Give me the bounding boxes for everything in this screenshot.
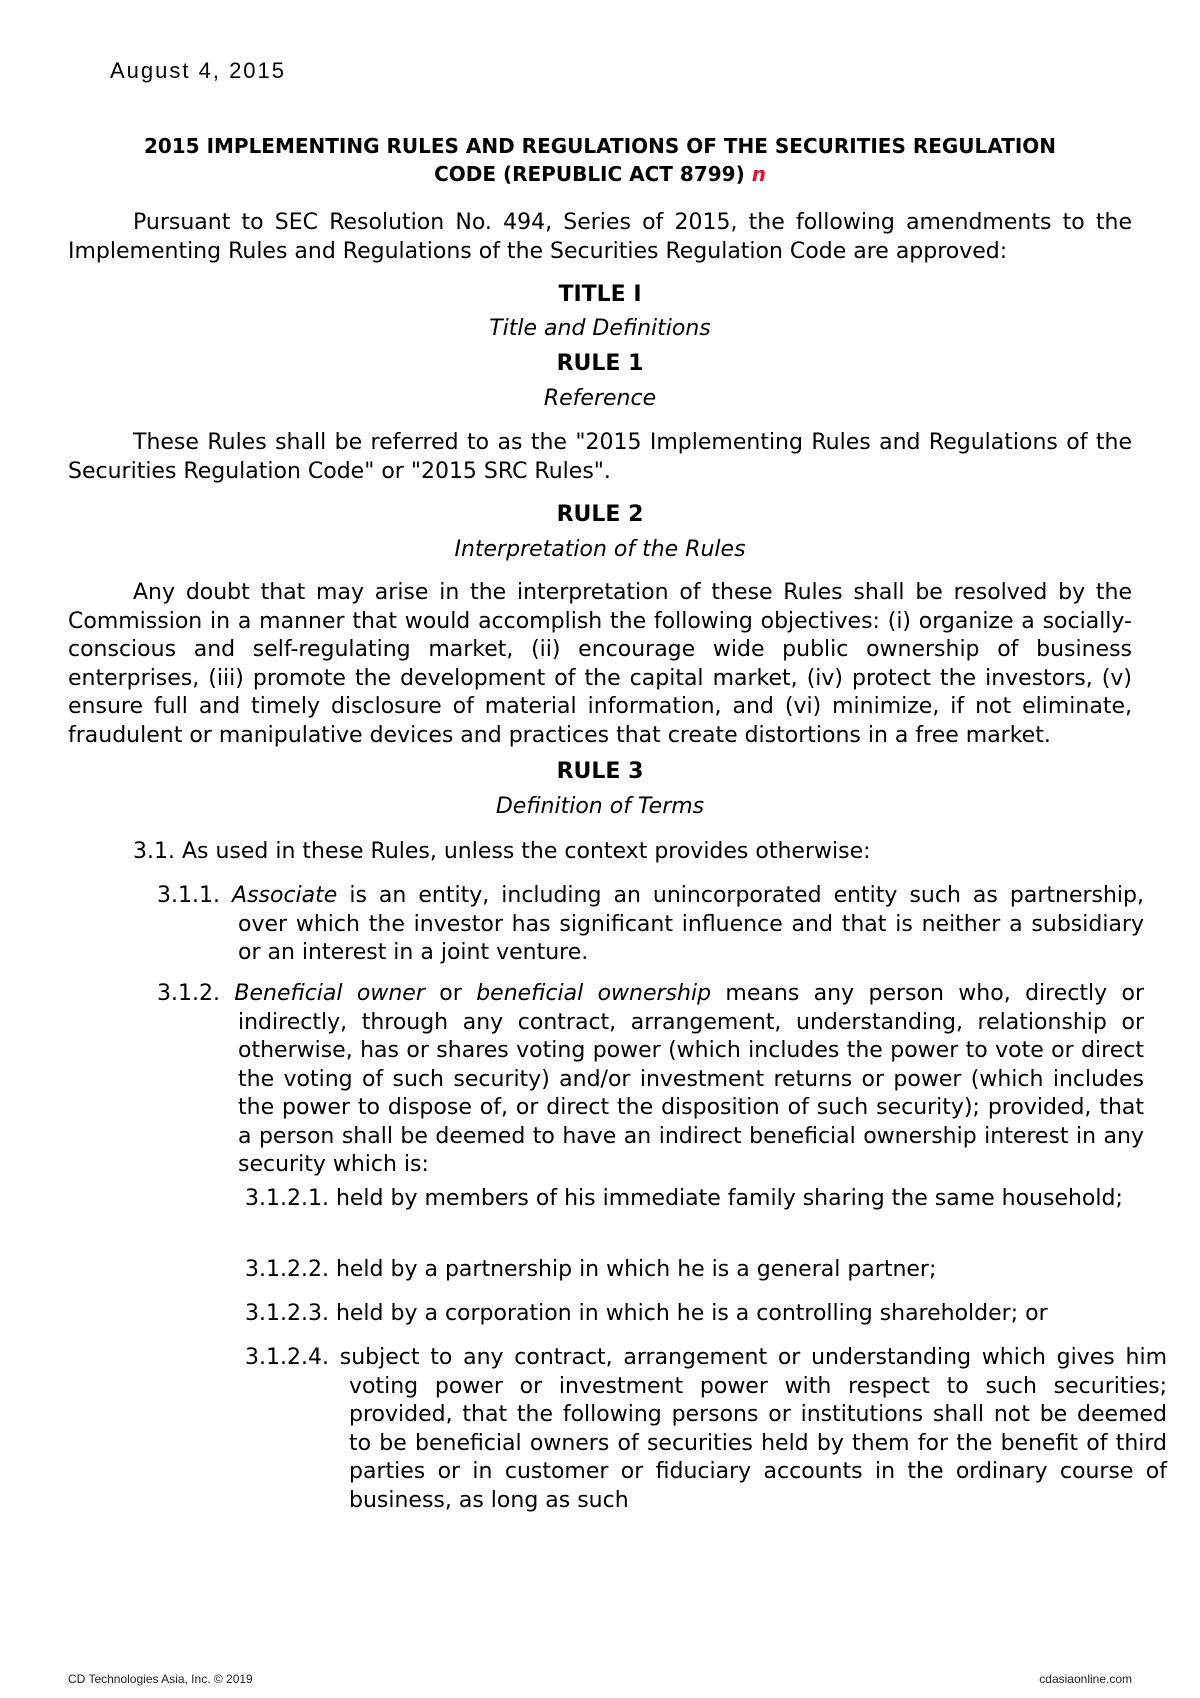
- rule-1-body: These Rules shall be referred to as the "2015 Implementing Rules and Regulations of the Securities Regulation Code" or "2015 SRC Rules".: [68, 430, 1132, 484]
- title-i-heading: TITLE I: [558, 282, 642, 307]
- title-line-2: [70, 160, 1130, 188]
- section-3-1-2-or: or: [424, 981, 477, 1006]
- footer-website: cdasiaonline.com: [1039, 1672, 1132, 1686]
- rule-2-body: Any doubt that may arise in the interpretation of these Rules shall be resolved by the Commission in a manner that would accomplish the following objectives: (i) organize a socially-conscious and self-regulating market, (ii) encourage wide public ownership of business enterprises, (iii) promote the development of the capital market, (iv) protect the investors, (v) ensure full and timely disclosure of material information, and (vi) minimize, if not eliminate, fraudulent or manipulative devices and practices that create distortions in a free market.: [68, 580, 1132, 748]
- title-line-2-text: CODE (REPUBLIC ACT 8799): [434, 162, 745, 186]
- intro-paragraph: Pursuant to SEC Resolution No. 494, Series of 2015, the following amendments to the Implementing Rules and Regulations of the Securities Regulation Code are approved:: [68, 210, 1132, 264]
- section-3-1-1-number: 3.1.1.: [157, 883, 220, 908]
- rule-3-heading: RULE 3: [556, 759, 644, 784]
- term-beneficial-owner: Beneficial owner: [234, 981, 425, 1006]
- term-associate: Associate: [232, 883, 338, 908]
- section-3-1-1-text: is an entity, including an unincorporated entity such as partnership, over which the investor has significant influence and that is neither a subsidiary or an interest in a joint venture.: [238, 883, 1145, 965]
- rule-2-heading: RULE 2: [556, 502, 644, 527]
- section-3-1-2-3: 3.1.2.3. held by a corporation in which he is a controlling shareholder; or: [245, 1301, 1048, 1326]
- term-beneficial-ownership: beneficial ownership: [476, 981, 712, 1006]
- rule-2-subheading: Interpretation of the Rules: [454, 537, 746, 562]
- note-marker-link[interactable]: n: [751, 162, 766, 186]
- section-3-1-2-1: 3.1.2.1. held by members of his immediate family sharing the same household;: [245, 1186, 1123, 1211]
- rule-1-heading: RULE 1: [556, 351, 644, 376]
- section-3-1: 3.1. As used in these Rules, unless the context provides otherwise:: [133, 839, 871, 864]
- section-3-1-1: [157, 882, 1144, 968]
- title-i-subheading: Title and Definitions: [489, 316, 711, 341]
- section-3-1-2: [157, 980, 1144, 1180]
- section-3-1-2-number: 3.1.2.: [157, 981, 220, 1006]
- section-3-1-2-text: means any person who, directly or indirectly, through any contract, arrangement, understanding, relationship or otherwise, has or shares voting power (which includes the power to vote or direct the voting of such security) and/or investment returns or power (which includes the power to dispose of, or direct the disposition of such security); provided, that a person shall be deemed to have an indirect beneficial ownership interest in any security which is:: [238, 981, 1145, 1177]
- rule-3-subheading: Definition of Terms: [495, 794, 705, 819]
- footer-copyright: CD Technologies Asia, Inc. © 2019: [68, 1672, 253, 1686]
- section-3-1-2-4: 3.1.2.4. subject to any contract, arrangement or understanding which gives him voting power or investment power with respect to such securities; provided, that the following persons or institutions shall not be deemed to be beneficial owners of securities held by them for the benefit of third parties or in customer or fiduciary accounts in the ordinary course of business, as long as such: [245, 1345, 1167, 1513]
- title-line-1: 2015 IMPLEMENTING RULES AND REGULATIONS OF THE SECURITIES REGULATION: [143, 134, 1057, 158]
- document-title: [70, 132, 1130, 188]
- document-date: August 4, 2015: [110, 58, 287, 83]
- rule-1-subheading: Reference: [543, 386, 657, 411]
- section-3-1-2-2: 3.1.2.2. held by a partnership in which he is a general partner;: [245, 1257, 937, 1282]
